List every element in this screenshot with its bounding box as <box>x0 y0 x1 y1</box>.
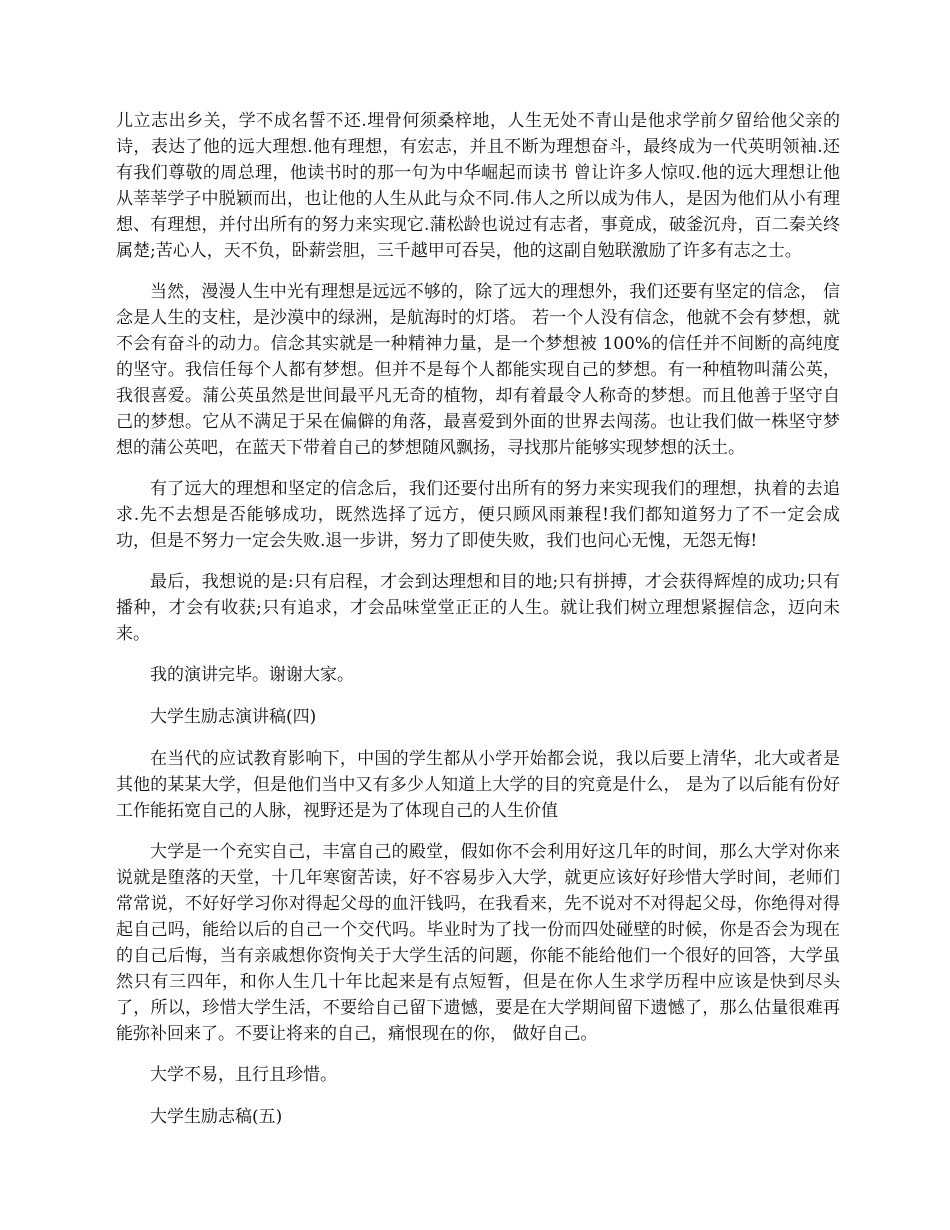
section-heading-4: 大学生励志演讲稿(四) <box>150 707 317 727</box>
paragraph-1: 儿立志出乡关，学不成名誓不还.埋骨何须桑梓地，人生无处不青山是他求学前夕留给他父亲的诗，表达了他的远大理想.他有理想，有宏志，并且不断为理想奋斗，最终成为一代英明领袖.还有我们尊敬的周总理，他读书时的那一句为中华崛起而读书 曾让许多人惊叹.他的远大理想让他从莘莘学子中脱颖而出，也让他的人生从此与众不同.伟人之所以成为伟人，是因为他们从小有理想、有理想，并付出所有的努力来实现它.蒲松龄也说过有志者，事竟成，破釜沉舟，百二秦关终属楚;苦心人，天不负，卧薪尝胆，三千越甲可吞吴，他的这副自勉联激励了许多有志之士。 <box>116 111 840 261</box>
document-page <box>116 108 840 1145</box>
paragraph-7: 大学是一个充实自己，丰富自己的殿堂，假如你不会利用好这几年的时间，那么大学对你来说就是堕落的天堂，十几年寒窗苦读，好不容易步入大学，就更应该好好珍惜大学时间，老师们常常说，不好好学习你对得起父母的血汗钱吗，在我看来，先不说对不对得起父母，你绝得对得起自己吗，能给以后的自己一个交代吗。毕业时为了找一份而四处碰壁的时候，你是否会为现在的自己后悔，当有亲戚想你资恂关于大学生活的问题，你能不能给他们一个很好的回答，大学虽然只有三四年，和你人生几十年比起来是有点短暂，但是在你人生求学历程中应该是快到尽头了，所以，珍惜大学生活，不要给自己留下遗憾，要是在大学期间留下遗憾了，那么估量很难再能弥补回来了。不要让将来的自己，痛恨现在的你， 做好自己。 <box>116 842 840 1044</box>
paragraph-6: 在当代的应试教育影响下，中国的学生都从小学开始都会说，我以后要上清华，北大或者是其他的某某大学，但是他们当中又有多少人知道上大学的目的究竟是什么， 是为了以后能有份好工作能拓宽自己的人脉，视野还是为了体现自己的人生价值 <box>116 749 840 821</box>
paragraph-5: 我的演讲完毕。谢谢大家。 <box>150 665 354 685</box>
paragraph-2: 当然，漫漫人生中光有理想是远远不够的，除了远大的理想外，我们还要有坚定的信念， 信念是人生的支柱，是沙漠中的绿洲，是航海时的灯塔。 若一个人没有信念，他就不会有梦想，就不会有奋斗的动力。信念其实就是一种精神力量，是一个梦想被 100%的信任并不间断的高纯度的坚守。我信任每个人都有梦想。但并不是每个人都能实现自己的梦想。有一种植物叫蒲公英，我很喜爱。蒲公英虽然是世间最平凡无奇的植物，却有着最令人称奇的梦想。而且他善于坚守自己的梦想。它从不满足于呆在偏僻的角落，最喜爱到外面的世界去闯荡。也让我们做一株坚守梦想的蒲公英吧，在蓝天下带着自己的梦想随风飘扬，寻找那片能够实现梦想的沃土。 <box>116 282 840 458</box>
section-heading-5: 大学生励志稿(五) <box>150 1107 283 1127</box>
paragraph-8: 大学不易，且行且珍惜。 <box>150 1065 337 1085</box>
paragraph-4: 最后，我想说的是:只有启程，才会到达理想和目的地;只有拼搏，才会获得辉煌的成功;只有播种，才会有收获;只有追求，才会品味堂堂正正的人生。就让我们树立理想紧握信念，迈向未来。 <box>116 572 840 644</box>
paragraph-3: 有了远大的理想和坚定的信念后，我们还要付出所有的努力来实现我们的理想，执着的去追求.先不去想是否能够成功，既然选择了远方，便只顾风雨兼程!我们都知道努力了不一定会成功，但是不努力一定会失败.退一步讲，努力了即使失败，我们也问心无愧，无怨无悔! <box>116 479 840 551</box>
